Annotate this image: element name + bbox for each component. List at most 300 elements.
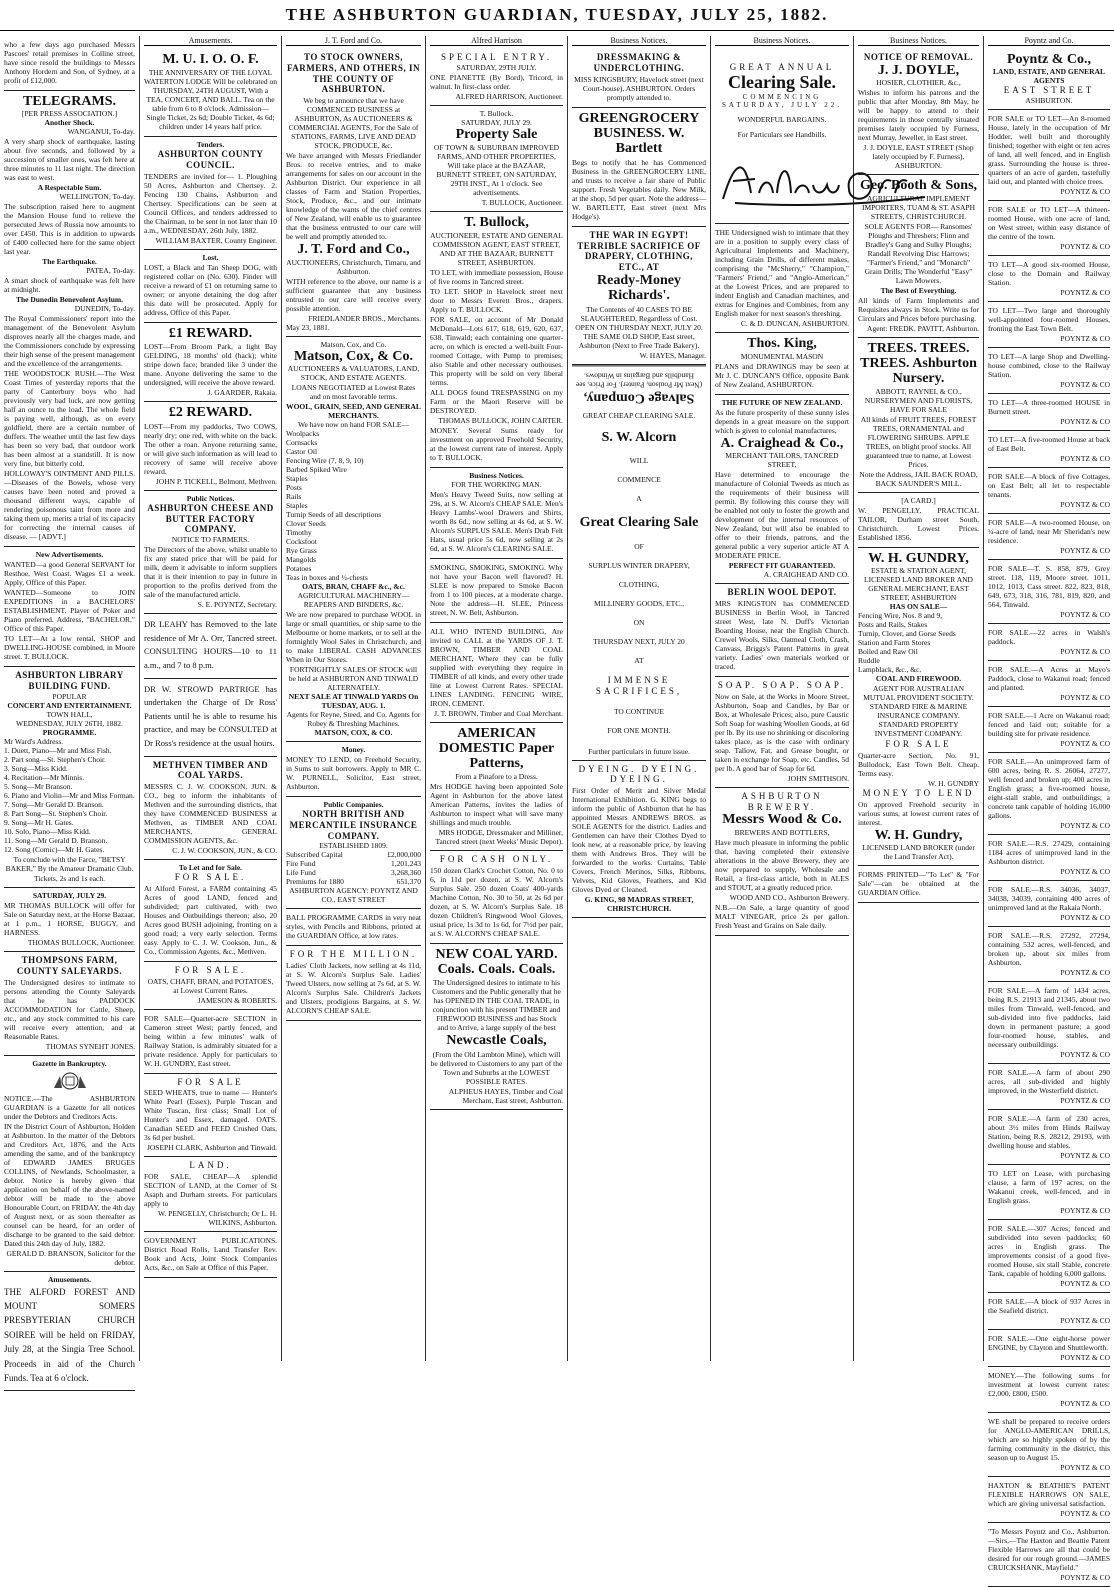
cheese-title: ASHBURTON CHEESE AND BUTTER FACTORY COMPANY. — [147, 502, 274, 535]
quake-place: PATEA, To-day. — [86, 266, 135, 276]
farce-text: To conclude with the Farce, "BETSY BAKER," By the Amateur Dramatic Club. — [5, 854, 134, 873]
poyntz-listing-text: FOR SALE—A two-roomed House, on ¼-acre of land, near Mr Sheridan's new residence. — [988, 518, 1110, 546]
tbullock-title: T. Bullock, — [464, 215, 529, 231]
column-4-head: Alfred Harrison — [430, 36, 563, 46]
poyntz-listing — [988, 1413, 1110, 1477]
programme-item: 5. Song—Mr Branson. — [4, 781, 73, 791]
programme-item: 9. Song—Mr H. Gates. — [4, 817, 74, 827]
nursery-ad — [858, 338, 979, 493]
poyntz-listing-text: MONEY.—The following sums for investment at lowest current rates: £2,000, £800, £500. — [988, 1371, 1110, 1399]
gundry-forsale: FOR SALE — [885, 739, 952, 750]
poyntz-listing-text: FOR SALE.—A Acres at Mayo's Paddock, close to Wakanui road; fenced and planted. — [988, 665, 1110, 693]
messrs-text: Have much pleasure in informing the public that, having completed their extensive alterations in the above Brewery, they are now prepared to supply, Wholesale and Retail, a first-class article, both in ALES and STOUT, at a greatly reduced price. — [715, 837, 849, 892]
matson-title: Matson, Cox, & Co. — [294, 348, 413, 364]
programme-item: 7. Song—Mr Gerald D. Branson. — [4, 799, 104, 809]
matson-item: Castor Oil — [286, 446, 318, 456]
court-sign: GERALD D. BRANSON, Solicitor for the debtor. — [6, 1248, 135, 1267]
soap-text: Now on Sale, at the Works in Moore Street, Ashburton, Soap and Candles, by Bar or Box, at Wholesale Prices; also, pure Caustic Soft Soap for washing Woollen Goods, at 6d per lb. By its use no shrinking or discoloring takes place, as is the case with ordinary soap. Tallow, Fat, and Grease bought, or taken in exchange for Soap, etc. Candles, 5d per lb. A good bar of Soap for 6d. — [715, 691, 849, 773]
nbm-label: Fire Fund — [286, 859, 316, 869]
town-hall: TOWN HALL, — [46, 709, 93, 719]
poyntz-listing-text: FOR SALE.—R.S. 27292, 27294, containing 532 acres, well-fenced, and broken up, about six miles from Ashburton. — [988, 931, 1110, 968]
library-title: ASHBURTON LIBRARY BUILDING FUND. — [15, 670, 124, 692]
money-title: Money. — [341, 744, 366, 754]
column-7-head: Business Notices. — [858, 36, 979, 46]
king-title: Thos. King, — [747, 336, 817, 352]
poyntz-listing-text: FOR SALE.—One eight-horse power ENGINE, by Clayton and Shuttleworth. — [988, 1334, 1110, 1353]
poyntz-listing-text: FOR SALE—T. S. 858, 879, Grey street. 118, 119, Moore street. 1011, 1012, 1013, Cass street. 822, 823, 818, 649, 673, 318, 316, 781, 819, 820, and 564, Tinwald. — [988, 564, 1110, 610]
thompsons-sign: THOMAS SYNEHT JONES. — [45, 1041, 135, 1051]
brown-ad — [430, 623, 563, 723]
shock-text: A very sharp shock of earthquake, lasting about five seconds, and followed by a succession of smaller ones, was felt here at three minutes to 11 last night. The direction was east to west. — [4, 137, 135, 183]
money-ad — [286, 742, 421, 797]
quake-title: The Earthquake. — [42, 257, 97, 267]
thompsons-text: The Undersigned desires to intimate to persons attending the County Saleyards that he has PADDOCK ACCOMMODATION for Cattle, Sheep, etc., and any stock committed to his care will receive every attention, and at Reasonable Rates. — [4, 977, 135, 1041]
nursery-title: TREES. TREES. TREES. Ashburton Nursery. — [860, 340, 977, 387]
poyntz-listing-text: TO LET on Lease, with purchasing clause, a farm of 197 acres, on the Wakanui creek, well-fenced, and in English grass. — [988, 1169, 1110, 1206]
orr-clearing-ad — [715, 49, 849, 224]
poyntz-listing-text: FOR SALE.—307 Acres; fenced and subdivided into seven paddocks; 60 acres in English grass. The improvements consist of a good five-roomed House, six stall Stable, concrete Tank, capable of holding 6,000 gallons. — [988, 1224, 1110, 1279]
shock-title: Another Shock. — [44, 118, 95, 128]
matson-ad — [286, 337, 421, 742]
matson-item: Potatoes — [286, 563, 312, 573]
bartlett-title: GREENGROCERY BUSINESS. W. Bartlett — [578, 110, 700, 157]
poyntz-listing-text: FOR SALE—A block of five Cottages, on East Belt; all let to respectable tenants. — [988, 472, 1110, 500]
poyntz-listing — [988, 927, 1110, 982]
column-7 — [854, 36, 984, 1361]
working-title: FOR THE WORKING MAN. — [451, 479, 542, 489]
poyntz-listing-sign: POYNTZ & CO — [1060, 1096, 1110, 1106]
poyntz-listing-sign: POYNTZ & CO — [1060, 610, 1110, 620]
salvage-ad — [572, 365, 706, 408]
craighead-text: Have determined to encourage the manufacture of Colonial Tweeds as much as the requirements of their business will permit. By following this course they will be enabled not only to foster the growth and development of the internal resources of New Zealand, but will also be enabled to offer to their friends, patrons, and the general public a very superior article AT A MODERATE PRICE. — [715, 470, 849, 561]
million-text: Ladies' Cloth Jackets, now selling at 4s 11d, at S. W. Alcorn's Surplus Sale. Ladies' Tweed Ulsters, now selling at 7s 6d, at S. W. Alcorn's Surplus Sale. Children's Jackets and Ulsters, prodigious Bargains, at S. W. ALCORN'S CHEAP SALE. — [286, 961, 421, 1016]
quake-text: A smart shock of earthquake was felt here at midnight. — [4, 276, 135, 295]
asylum-title: The Dunedin Benevolent Asylum. — [15, 295, 124, 305]
alcorn-on: ON — [633, 617, 645, 627]
coal-ad — [430, 944, 563, 1110]
nbm-table — [286, 850, 421, 886]
matson-item: Posts — [286, 482, 302, 492]
craighead-sign: A. CRAIGHEAD AND CO. — [763, 570, 849, 580]
matson-item: Staples — [286, 473, 308, 483]
telegrams-title: TELEGRAMS. — [23, 94, 116, 109]
nbm-value: 3,268,360 — [391, 868, 421, 878]
poyntz-listing-sign: POYNTZ & CO — [1060, 288, 1110, 298]
duncan-text: THE Undersigned wish to intimate that they are in a position to supply every class of Agricultural Implements and Machinery, including Grain Drills, of different makes, comprising the "McSherry," "Champion," "Farmers' Friend," and "Anglo-American," at the Lowest Prices, and are prepared to indent English and Canadian machines, and extras for Engines and Combines, from any English maker for next season's threshing. — [715, 228, 849, 319]
poyntz-listing-text: "To Messrs Poyntz and Co., Ashburton.—Sirs,—The Haxton and Beattie Patent Flexible Harrows are all that could be desired for our rough ground.—JAMES CRUICKSHANK, Mayfield." — [988, 1527, 1110, 1573]
bullock-auction-text: MR THOMAS BULLOCK will offer for Sale on Saturday next, at the Horse Bazaar, at 1 p.m., 1 HORSE, BUGGY, and HARNESS. — [4, 900, 135, 937]
booth-title: Geo. Booth & Sons, — [859, 178, 978, 194]
sat-date: SATURDAY, JULY 29. — [32, 890, 107, 900]
ad-to-let: TO LET—At a low rental, SHOP and DWELLING-HOUSE combined, in Moore street. T. BULLOCK. — [4, 634, 135, 662]
gundry-item: Ruddle — [858, 656, 880, 666]
gundry-item: Posts and Rails, Stakes — [858, 620, 928, 630]
poyntz-listing — [988, 1110, 1110, 1165]
harrison-ad — [430, 49, 563, 106]
poyntz-listing-text: FOR SALE or TO LET—A thirteen-roomed House, with one acre of land, on West street, within easy distance of the centre of the town. — [988, 205, 1110, 242]
dressmaking-ad — [572, 49, 706, 108]
poyntz-listing-text: TO LET—A five-roomed House at back of East Belt. — [988, 435, 1110, 454]
popular-label: POPULAR — [52, 691, 87, 701]
poyntz-listing-text: TO LET—Two large and thoroughly well-appointed four-roomed Houses, fronting the East Town Belt. — [988, 306, 1110, 334]
poyntz-listing-text: FOR SALE.—A block of 937 Acres in the Seafield district. — [988, 1297, 1110, 1316]
ioof-text: THE ANNIVERSARY OF THE LOYAL WATERTON LODGE Will be celebrated on THURSDAY, 24TH AUGUST, With a TEA, CONCERT, AND BALL. Tea on the table from 6 to 8 o'clock. Admission—Single Ticket, 2s 6d; Double Ticket, 4s 6d; children under 14 years half price. — [144, 68, 277, 132]
methven-text: MESSRS C. J. W. COOKSON, JUN. & CO., beg to inform the inhabitants of Methven and the surrounding districts, that they have COMMENCED BUSINESS at Methven, as TIMBER AND COAL MERCHANTS, GENERAL COMMISSION AGENTS, &c. — [144, 782, 277, 846]
property-text: OF TOWN & SUBURBAN IMPROVED FARMS, AND OTHER PROPERTIES, Will take place at the BAZAAR, BURNETT STREET, ON SATURDAY, 29TH INST., At 1 o'clock. See advertisements. — [433, 143, 560, 198]
alcorn-commence: COMMENCE — [617, 474, 661, 484]
poyntz-listings — [988, 110, 1110, 1587]
million-ad — [286, 946, 421, 1021]
oats-text: OATS, CHAFF, BRAN, and POTATOES, at Lowest Current Rates. — [147, 976, 274, 995]
gundry-has: HAS ON SALE— — [889, 602, 948, 612]
future-title: THE FUTURE OF NEW ZEALAND. — [721, 397, 843, 407]
ack-place: WELLINGTON, To-day. — [59, 192, 135, 202]
bullock-auction-ad — [4, 888, 135, 952]
column-5-head: Business Notices. — [572, 36, 706, 46]
poyntz-listing-text: TO LET—A three-roomed HOUSE in Burnett street. — [988, 398, 1110, 417]
nbm-ad — [286, 797, 421, 909]
poyntz-listing — [988, 1367, 1110, 1413]
oats-ad: FOR SALE. OATS, CHAFF, BRAN, and POTATOES, at Lowest Current Rates. JAMESON & ROBERTS. — [144, 962, 277, 1010]
newcastle-sign: ALPHEUS HAYES, Timber and Coal Merchant, East street, Ashburton. — [448, 1086, 563, 1105]
matson-item: Barbed Spiked Wire — [286, 464, 347, 474]
poyntz-listing-text: FOR SALE.—A farm of 230 acres, about 3½ miles from Hinds Railway Station, being R.S. 28212, 29193, with dwelling house and stables. — [988, 1114, 1110, 1151]
tolet2-text: TO LET. SHOP in Havelock street next door to Messrs Everett Bros., drapers. Apply to T. BULLOCK. — [430, 286, 563, 314]
matson-item: Turnip Seeds of all descriptions — [286, 509, 382, 519]
poyntz-listing — [988, 1293, 1110, 1330]
poyntz-listing-sign: POYNTZ & CO — [1060, 546, 1110, 556]
smoking-ad: SMOKING, SMOKING, SMOKING. Why not have your Bacon well flavored? H. SLEE is now prepared to Smoke Bacon from 1 to 100 pieces, at a moderate charge. Note the address—H. SLEE, Princess street, N. W. Belt, Ashburton. — [430, 559, 563, 623]
alcorn-great: Great Clearing Sale — [579, 514, 699, 530]
programme-item: 2. Part song—St. Stephen's Choir. — [4, 754, 106, 764]
asylum-place: DUNEDIN, To-day. — [74, 304, 135, 314]
column-5 — [568, 36, 711, 1361]
reward1-ad — [144, 323, 277, 402]
poyntz-listing-sign: POYNTZ & CO — [1060, 1573, 1110, 1583]
column-4 — [426, 36, 568, 1361]
soap-title: SOAP. SOAP. SOAP. — [717, 679, 847, 690]
alcorn-will: WILL — [629, 455, 649, 465]
pengelly-ad — [858, 493, 979, 548]
ball-cards-ad: BALL PROGRAMME CARDS in very neat styles, with Pencils and Ribbons, printed at the GUARDIAN Office, at low rates. — [286, 909, 421, 946]
poyntz-listing-sign: POYNTZ & CO — [1060, 500, 1110, 510]
ioof-title: M. U. I. O. O. F. — [162, 52, 259, 67]
seed-sign: JOSEPH CLARK, Ashburton and Tinwald. — [146, 1143, 277, 1153]
programme-item: 3. Song—Miss Kidd. — [4, 763, 68, 773]
reward1-title: £1 REWARD. — [168, 325, 253, 341]
amusements-section — [4, 1272, 135, 1392]
amusements-title: Amusements. — [47, 1274, 92, 1284]
messrs-sign: WOOD AND CO., Ashburton Brewery. — [729, 892, 849, 902]
alcorn-immense: IMMENSE SACRIFICES, — [595, 674, 683, 696]
poyntz-listing-text: FOR SALE.—R.S. 27429, containing 1184 acres of unimproved land in the Ashburton district. — [988, 839, 1110, 867]
patterns-text: Mrs HODGE having been appointed Sole Agent in Ashburton for the above latest American Patterns, invites the ladies of Ashburton to inspect what will save many shillings and much trouble. — [430, 781, 563, 827]
poyntz-listing-text: FOR SALE.—1 Acre on Wakanui road; fenced and laid out; suitable for a building site for private residence. — [988, 711, 1110, 739]
matson-item: Mangolds — [286, 554, 316, 564]
gundry-agent: AGENT FOR AUSTRALIAN MUTUAL PROVIDENT SOCIETY. STANDARD FIRE & MARINE INSURANCE COMPANY. STANDARD PROPERTY INVESTMENT COMPANY. — [863, 684, 974, 739]
alcorn-clothing: CLOTHING, — [618, 579, 660, 589]
tenders-title: Tenders. — [196, 140, 225, 150]
column-2-head: Amusements. — [144, 36, 277, 46]
seed-ad — [144, 1074, 277, 1158]
poyntz-listing-sign: POYNTZ & CO — [1060, 968, 1110, 978]
poyntz-listing — [988, 514, 1110, 560]
poyntz-listing-sign: POYNTZ & CO — [1060, 693, 1110, 703]
nbm-row — [286, 877, 421, 886]
building-text: ALL WHO INTEND BUILDING, Are invited to CALL at the YARDS OF J. T. BROWN, TIMBER AND COAL MERCHANT, Where they can be fully supplied with everything they require in TIMBER of all kinds, and every other trade line at Lowest Current Rates. SPECIAL LINES LANDING. FENCING WIRE, IRON, CEMENT. — [430, 626, 563, 708]
poyntz-listing-sign: POYNTZ & CO — [1060, 1316, 1110, 1326]
booth-agents: SOLE AGENTS FOR— Ransomes' Ploughs and Threshers; Flinn and Bradley's Gang and Sulky Ploughs; Randall Revolving Disc Harrows; "Farmer's Friend," and "Monarch" Grain Drills; The Wonderful "Easy" Lawn Mowers. — [864, 221, 973, 285]
duncan-sign: C. & D. DUNCAN, ASHBURTON. — [740, 319, 849, 329]
programme-item: 10. Solo, Piano—Miss Kidd. — [4, 826, 91, 836]
matson-item: Rails — [286, 491, 302, 501]
ioof-ad — [144, 49, 277, 137]
ad-general-servant: WANTED—a good General SERVANT for Resthoe, West Coast. Wages £1 a week. Apply, Office of this Paper. — [4, 560, 135, 588]
booth-ad — [858, 175, 979, 337]
poyntz-listing-sign: POYNTZ & CO — [1060, 1206, 1110, 1216]
gundry-items — [858, 611, 979, 674]
poyntz-listing-sign: POYNTZ & CO — [1060, 1353, 1110, 1363]
gundry-sub: ESTATE & STATION AGENT, LICENSED LAND BROKER AND GENERAL MERCHANT, EAST STREET, ASHBURTON — [864, 566, 973, 603]
matson-items — [286, 429, 421, 582]
cheese-sub: NOTICE TO FARMERS. — [171, 535, 250, 545]
piano-text: ONE PIANETTE (By Bord), Tricord, in walnut. In first-class order. — [430, 72, 563, 91]
richards-ad — [572, 227, 706, 365]
poyntz-listing — [988, 348, 1110, 394]
matson-wool: WOOL, GRAIN, SEED, AND GENERAL MERCHANTS. — [286, 401, 421, 420]
craighead-title: A. Craighead & Co., — [720, 435, 844, 451]
concert-date: WEDNESDAY, JULY 26TH, 1882. — [16, 718, 123, 728]
million-title: FOR THE MILLION. — [289, 949, 418, 960]
column-3 — [282, 36, 426, 1361]
king-sub: MONUMENTAL MASON — [740, 351, 824, 361]
messrs-sub: BREWERS AND BOTTLERS, — [734, 827, 830, 837]
ford-title: J. T. Ford and Co., — [297, 242, 410, 258]
nbm-agency: ASHBURTON AGENCY: POYNTZ AND CO., EAST STREET — [289, 886, 418, 905]
alcorn-cont: TO CONTINUE — [613, 706, 665, 716]
methven-sign: C. J. W. COOKSON, JUN., & CO. — [172, 846, 277, 856]
intro-paragraph: who a few days ago purchased Messrs Pascoes' retail premises in Colline street, have since resold the buildings to Messrs Anthony Hordern and Son, of Sydney, at a profit of £12,000. — [4, 36, 135, 91]
poyntz-listing-sign: POYNTZ & CO — [1060, 1050, 1110, 1060]
matson-oats: OATS, BRAN, CHAFF &c., &c. — [302, 581, 405, 591]
nbm-title: NORTH BRITISH AND MERCANTILE INSURANCE COMPANY. — [289, 808, 418, 841]
money-text: MONEY. Several Sums ready for investment on approved Freehold Security, at the lowest current rate of interest. Apply to T. BULLOCK. — [430, 425, 563, 462]
forsale-text: FOR SALE, on account of Mr Donald McDonald—Lots 617, 618, 619, 620, 637, 638, Tinwald; each containing one quarter-acre, on which is erected a well-built Four-roomed Cottage, with Pump to premises; also Stable and other necessary outhouses. This property will be sold on very liberal terms. — [430, 314, 563, 387]
card-title: [A CARD.] — [901, 495, 936, 505]
annual-label: GREAT ANNUAL — [729, 62, 835, 72]
ford-sub: AUCTIONEERS, Christchurch, Timaru, and Ashburton. — [286, 257, 421, 276]
pengelly-text: W. PENGELLY, PRACTICAL TAILOR, Durham street South, Christchurch. Lowest Prices. Established 1856. — [858, 505, 979, 542]
forest-soiree-text: THE ALFORD FOREST AND MOUNT SOMERS PRESBYTERIAN CHURCH SOIREE will be held on FRIDAY, July 28, at the Singia Tree School. Proceeds in aid of the Church Funds. Tea at 6 o'clock. — [4, 1286, 135, 1383]
poyntz-listing-text: FOR SALE.—R.S. 34036, 34037, 34038, 34039, containing 400 acres of unimproved land at the Rakaia North. — [988, 885, 1110, 913]
poyntz-listing — [988, 468, 1110, 514]
reward1-sign: J. GAARDER, Rakaia. — [207, 388, 277, 398]
berlin-ad — [715, 584, 849, 677]
poyntz-header — [988, 49, 1110, 110]
thompsons-ad — [4, 952, 135, 1056]
public-companies-title: Public Companies. — [323, 799, 384, 809]
poyntz-listing — [988, 431, 1110, 468]
column-1 — [0, 36, 140, 1383]
poyntz-listing — [988, 707, 1110, 753]
poyntz-listing-text: FOR SALE.—An unimproved farm of 600 acres, being R. S. 26064, 27277, well fenced and broken up; 400 acres in English grass; a five-roomed house, eight-stall stable, and outbuildings; a concrete tank capable of holding 16,000 gallons. — [988, 757, 1110, 821]
soap-ad — [715, 677, 849, 788]
money-text: On approved Freehold security in various sums, at lowest current rates of interest. — [858, 799, 979, 827]
gundry-item: Lampblack, &c., &c. — [858, 665, 922, 675]
holloway-text: HOLLOWAY'S OINTMENT AND PILLS.—Diseases of the Bowels, whose very causes have been noted and proved a thousand different ways, capable of rendering poisonous taint from more and taking them up, merits a trial of its capacity for correcting the internal causes of disease. — [ADVT.] — [4, 469, 135, 542]
matson-item: Staples — [286, 500, 308, 510]
tbullock-sub: AUCTIONEER, ESTATE AND GENERAL COMMISSION AGENT, EAST STREET, AND AT THE BAZAAR, BURNETT STREET, ASHBURTON. — [430, 230, 563, 267]
ford-ref: WITH reference to the above, our name is a sufficient guarantee that any business entrusted to our care will receive every possible attention. — [286, 276, 421, 313]
richards-sign: W. HAYES, Manager. — [639, 350, 706, 360]
nursery-note: Note the Address, JAIL BACK ROAD, BACK SAUNDER'S MILL. — [859, 469, 978, 488]
shock-place: WANGANUI, To-day. — [67, 127, 135, 137]
cheese-ad — [144, 491, 277, 614]
poyntz-listing-sign: POYNTZ & CO — [1060, 647, 1110, 657]
dogs-text: ALL DOGS found TRESPASSING on my Farm or the Maori Reserve will be DESTROYED. — [430, 387, 563, 415]
dyeing-text: First Order of Merit and Silver Medal International Exhibition. G. KING begs to inform the public of Ashburton that he has appointed Messrs ANDREWS BROS. as SOLE AGENTS for the district. Ladies and Gentlemen can have their Clothes Dyed to look new, at a reasonable price, by leaving them with Andrews Bros. They will be forwarded to the works. Curtains, Table Covers, French Merinos, Silks, Ribbons, Velvets, Kid Gloves, Feathers, and Kid Gloves Dyed or Cleaned. — [572, 786, 706, 895]
matson-item: Woolpacks — [286, 428, 320, 438]
land-sign: W. PENGELLY, Christchurch; Or L. H. WILKINS, Ashburton. — [157, 1209, 277, 1228]
matson-item: Cocksfoot — [286, 536, 317, 546]
cheese-text: The Directors of the above, whilst unable to fix any stated price that will be paid for milk, deem it advisable to inform suppliers that it is their intention to pay in future in proportion to the profits derived from the sale of the manufactured article. — [144, 545, 277, 600]
nbm-label: Life Fund — [286, 868, 316, 878]
nbm-est: ESTABLISHED 1809. — [319, 841, 388, 851]
dyeing-title: DYEING. DYEING. DYEING. — [578, 763, 700, 785]
newcastle-text: (From the Old Lambton Mine), which will be delivered to Customers to any part of the Town and Suburbs at the LOWEST POSSIBLE RATES. — [430, 1049, 563, 1086]
booth-text: All kinds of Farm Implements and Requisites always in Stock. Write us for Circulars and Prices before purchasing. — [858, 295, 979, 323]
salvage-title: Salvage Company, — [583, 390, 695, 406]
poyntz-listing — [988, 201, 1110, 256]
business-notices-title: Business Notices. — [469, 470, 524, 480]
programme-list — [4, 737, 135, 854]
poyntz-listing — [988, 1523, 1110, 1587]
matson-loans: LOANS NEGOTIATED at Lowest Rates and on most favorable terms. — [291, 382, 416, 401]
poyntz-listing — [988, 560, 1110, 624]
farm-text: At Alford Forest, a FARM containing 45 Acres of good LAND, fenced and subdivided; part cultivated, with two Houses and Outbuildings thereon; also, 20 Acres good BUSH adjoining, fronting on a good road; a very early selection. Terms easy. Apply to C. J. W. Cookson, Jun., & Co., Commission Agents, &c., Methven. — [144, 883, 277, 956]
commencing-label: COMMENCING SATURDAY, JULY 22. — [722, 92, 842, 109]
poyntz-listing — [988, 256, 1110, 302]
council-sign: WILLIAM BAXTER, County Engineer. — [155, 235, 277, 245]
ack-title: A Respectable Sum. — [37, 183, 102, 193]
matson-agri: AGRICULTURAL MACHINERY— REAPERS AND BINDERS, &c. — [297, 590, 410, 609]
matson-wool2: We are now prepared to purchase WOOL in large or small quantities, or ship same to the Melbourne or home markets, or to sell at the fortnightly Wool Sales in Christchurch, and to make LIBERAL CASH ADVANCES When in Our Stores. — [286, 609, 421, 664]
brewery-ad — [715, 788, 849, 936]
matson-item: Timothy — [286, 527, 312, 537]
gazette-title: Gazette in Bankruptcy. — [32, 1058, 107, 1068]
future-text: As the future prosperity of these sunny isles depends in a great measure on the support which is given to colonial manufactures, — [715, 407, 849, 435]
property-sale-ad — [430, 106, 563, 212]
richards-title: Ready-Money Richards'. — [597, 272, 681, 304]
notice-text: NOTICE.—The ASHBURTON GUARDIAN is a Gazette for all notices under the Debtors and Creditors Acts. — [4, 1093, 135, 1121]
matson-agents: Agents for Reyne, Steed, and Co. Agents for Robey & Threshing Machines. — [286, 709, 421, 728]
poyntz-listing-text: FOR SALE.—A farm of about 290 acres, all sub-divided and highly improved, in the Westerfield district. — [988, 1068, 1110, 1096]
let-sale-title: To Let and for Sale. — [178, 863, 243, 873]
poyntz-listing-text: WE shall be prepared to receive orders for ANGLO-AMERICAN DRILLS, which are so highly spoken of by the farming community in the district, this season up to August 15. — [988, 1417, 1110, 1463]
working-text: Men's Heavy Tweed Suits, now selling at 29s, at S. W. Alcorn's CHEAP SALE. Men's Heavy Lambs'-wool Drawers and Shirts, worth 8s 6d., now selling at 4s 6d, at S. W. Alcorn's SURPLUS SALE. Men's Drab Felt Hats, usual price 5s 6d, now selling at 2s 6d, at S. W. Alcorn's CLEARING SALE. — [430, 489, 563, 553]
poyntz-listing — [988, 624, 1110, 661]
poyntz-listing-sign: POYNTZ & CO — [1060, 1399, 1110, 1409]
bullock-head: T. Bullock. — [479, 108, 514, 118]
ford-ad — [286, 49, 421, 337]
column-3-head: J. T. Ford and Co. — [286, 36, 421, 46]
salvage-text: (Next Mr Poulson, Painter). For Price, see Handbills and Bargains in Windows. — [575, 370, 703, 389]
poyntz-listing — [988, 1165, 1110, 1220]
matson-item: Teas in boxes and ½-chests — [286, 572, 368, 582]
matson-forsale: We have now on hand FOR SALE— — [297, 419, 410, 429]
programme-item: 12. Song (Comic)—Mr H. Gates. — [4, 844, 105, 854]
handbills-label: For Particulars see Handbills. — [737, 130, 827, 140]
money-text: MONEY TO LEND, on Freehold Security, in Sums to suit borrowers. Apply to MR C. W. PURNELL, Solicitor, East street, Ashburton. — [286, 754, 421, 791]
thompsons-title: THOMPSONS FARM, COUNTY SALEYARDS. — [16, 954, 123, 976]
reward2-text: LOST—From my paddocks, Two COWS, nearly dry; one red, with white on the back. The other a roan. Anyone returning same, or will give such information as will lead to recovery of same will receive above reward. — [144, 421, 277, 476]
nbm-value: 651,370 — [396, 877, 421, 887]
craighead-fit: PERFECT FIT GUARANTEED. — [728, 561, 836, 571]
oats-sign: JAMESON & ROBERTS. — [197, 995, 277, 1005]
poyntz-listing-sign: POYNTZ & CO — [1060, 1151, 1110, 1161]
bartlett-ad — [572, 108, 706, 227]
doyle-title: J. J. DOYLE, — [877, 62, 960, 78]
alcorn-a: A — [636, 493, 642, 503]
gundry-sign: W. H. GUNDRY — [928, 778, 979, 788]
poyntz-street: EAST STREET — [1003, 85, 1095, 96]
nbm-row — [286, 850, 421, 859]
gundry-sale-text: Quarter-acre Section, No. 91, Bullodock, East Town Belt. Cheap. Terms easy. — [858, 750, 979, 778]
programme-item: 6. Piano and Violin—Mr and Miss Forman. — [4, 790, 135, 800]
column-6 — [711, 36, 854, 1361]
farm-sale-ad — [144, 860, 277, 962]
poyntz-listing-sign: POYNTZ & CO — [1060, 187, 1110, 197]
nbm-row — [286, 868, 421, 877]
lost-title: Lost. — [202, 252, 219, 262]
brown-sign: J. T. BROWN, Timber and Coal Merchant. — [434, 708, 563, 718]
alcorn-at: AT — [634, 655, 644, 665]
nbm-value: £2,000,000 — [387, 850, 421, 860]
matson-item: Clover Seeds — [286, 518, 326, 528]
gov-publications-ad: GOVERNMENT PUBLICATIONS. District Road Rolls, Land Transfer Rev. Book and Acts, Joint Stock Companies Acts, &c., on Sale at Office of this Paper. — [144, 1232, 277, 1278]
alcorn-surplus: SURPLUS WINTER DRAPERY, — [588, 560, 690, 570]
berlin-text: MRS KINGSTON has COMMENCED BUSINESS in Berlin Wool, in Tancred street West, late N. Duff's Victorian Boarding House, near the English Church. Crewel Wools, Silks, Oatmeal Cloth, Crash, Canvass, Briggs's Patent Patterns in great variety. Ladies' own materials worked or traced. — [715, 598, 849, 671]
reward2-sign: JOHN P. TICKELL, Belmont, Methven. — [155, 476, 277, 486]
berlin-title: BERLIN WOOL DEPOT. — [727, 587, 837, 598]
for-sale-heading: FOR SALE. — [174, 872, 247, 883]
leahy-ad: DR LEAHY has Removed to the late residence of Mr A. Orr, Tancred street. CONSULTING HOURS—10 to 11 a.m., and 7 to 8 p.m. — [144, 614, 277, 678]
poyntz-listing — [988, 394, 1110, 431]
poyntz-listing-text: TO LET—A large Shop and Dwelling-house combined, close to the Railway Station. — [988, 352, 1110, 380]
alcorn-month: FOR ONE MONTH. — [607, 725, 671, 735]
gundry-coal: COAL AND FIREWOOD. — [875, 674, 962, 684]
alcorn-title: S. W. Alcorn — [601, 430, 677, 446]
poyntz-listing-sign: POYNTZ & CO — [1060, 913, 1110, 923]
alcorn-of: OF — [634, 541, 644, 551]
bartlett-text: Begs to notify that he has Commenced Business in the GREENGROCERY LINE, and trusts to receive a fair share of Public support. Fresh Vegetables daily. New Milk, at the shop, 5d per quart. Note the address— W. BARTLETT, East street (next Mrs Hodge's). — [572, 157, 706, 221]
methven-title: METHVEN TIMBER AND COAL YARDS. — [152, 759, 269, 781]
matson-item: Cornsacks — [286, 437, 318, 447]
alcorn-millinery: MILLINERY GOODS, ETC., — [594, 598, 684, 608]
matson-sign: MATSON, COX, & CO. — [314, 727, 393, 737]
gundry2-sub: LICENSED LAND BROKER (under the Land Transfer Act). — [862, 843, 975, 862]
programme-title: PROGRAMME. — [42, 727, 97, 737]
coal-text: The Undersigned desires to intimate to his Customers and the Public generally that he has OPENED IN THE COAL TRADE, in conjunction with his present TIMBER and FIREWOOD BUSINESS and has Stock and to Arrive, a large supply of the best — [432, 978, 561, 1033]
methven-ad — [144, 757, 277, 861]
patterns-title: AMERICAN DOMESTIC Paper Patterns, — [438, 725, 555, 772]
land-text: FOR SALE, CHEAP—A splendid SECTION of LAND, at the Corner of St Asaph and Durham streets. For particulars apply to — [144, 1172, 277, 1209]
masthead-title: THE ASHBURTON GUARDIAN, TUESDAY, JULY 25, 1882. — [285, 5, 829, 24]
new-ads-section — [4, 547, 135, 667]
doyle-sign: J. J. DOYLE, EAST STREET (Shop lately occupied by F. Furness), ASHBURTON. — [863, 143, 974, 171]
gundry-item: Boiled and Raw Oil — [858, 647, 918, 657]
poyntz-listing — [988, 661, 1110, 707]
